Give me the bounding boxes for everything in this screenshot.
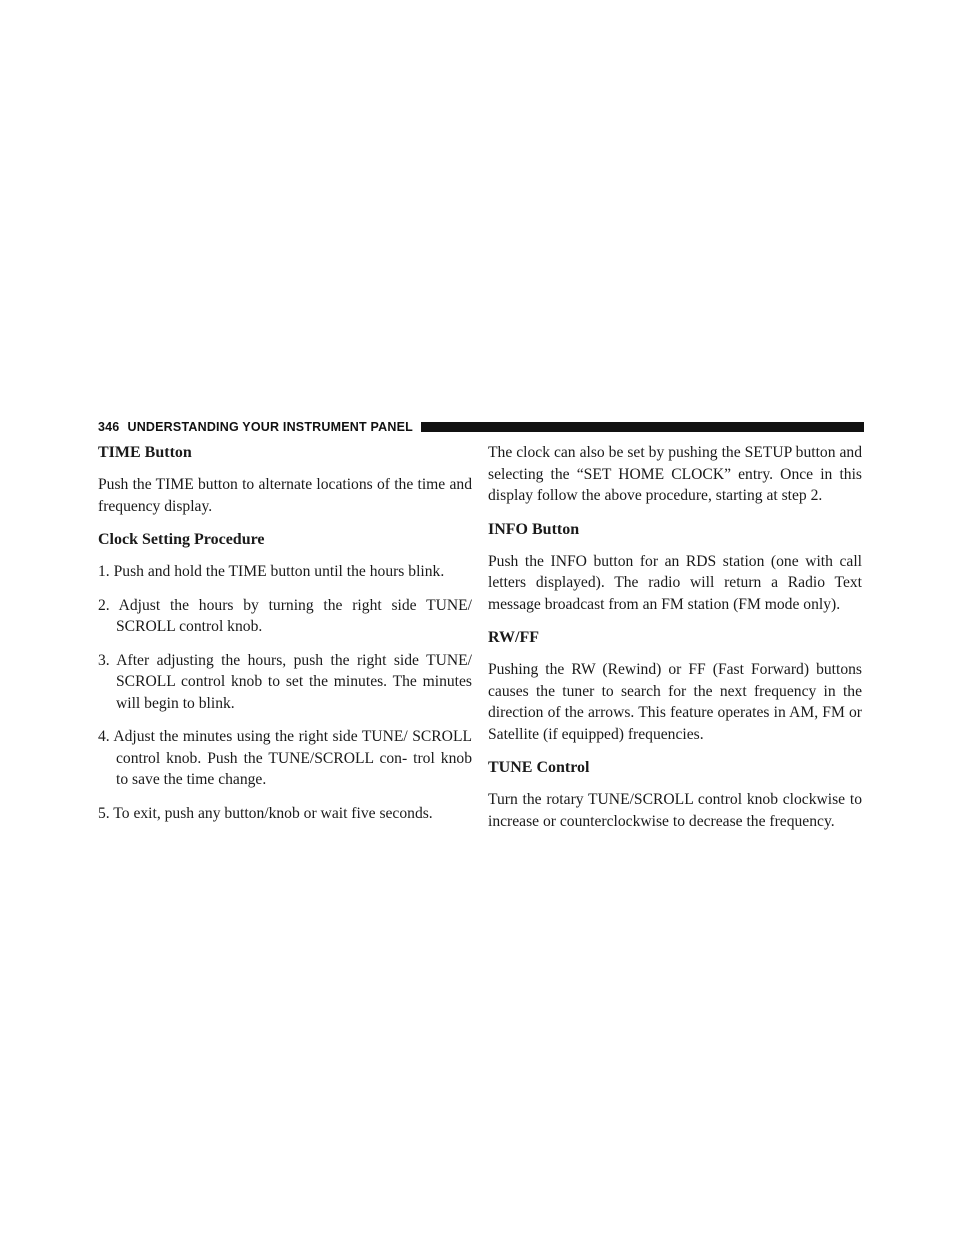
rw-ff-body: Pushing the RW (Rewind) or FF (Fast Forward) buttons causes the tuner to search for the next frequency in the direction of the arrows. This feature operates in AM, FM or Satellite (if equipped) frequencies. (488, 661, 862, 743)
right-column (488, 442, 862, 844)
rw-ff-heading: RW/FF (488, 629, 539, 646)
tune-control-heading: TUNE Control (488, 759, 590, 776)
time-button-body: Push the TIME button to alternate locations of the time and frequency display. (98, 476, 472, 515)
page-number: 346 (98, 420, 120, 434)
clock-step-2: 2. Adjust the hours by turning the right side TUNE/ SCROLL control knob. (98, 596, 472, 635)
clock-step-4: 4. Adjust the minutes using the right side TUNE/ SCROLL control knob. Push the TUNE/SCROLL con- trol knob to save the time change. (98, 728, 472, 788)
tune-control-body: Turn the rotary TUNE/SCROLL control knob clockwise to increase or counterclockwise to decrease the frequency. (488, 791, 862, 830)
clock-step-3: 3. After adjusting the hours, push the right side TUNE/ SCROLL control knob to set the minutes. The minutes will begin to blink. (98, 651, 472, 712)
info-button-body: Push the INFO button for an RDS station (one with call letters displayed). The radio will return a Radio Text message broadcast from an FM station (FM mode only). (488, 552, 862, 613)
info-button-heading: INFO Button (488, 520, 580, 538)
left-column (98, 442, 472, 836)
section-title: UNDERSTANDING YOUR INSTRUMENT PANEL (127, 420, 413, 434)
clock-setup-paragraph: The clock can also be set by pushing the SETUP button and selecting the “SET HOME CLOCK” entry. Once in this display follow the above procedure, starting at step 2. (488, 444, 862, 504)
time-button-heading: TIME Button (98, 444, 192, 461)
clock-setting-heading: Clock Setting Procedure (98, 531, 265, 548)
clock-step-5: 5. To exit, push any button/knob or wait five seconds. (98, 804, 433, 822)
clock-step-1: 1. Push and hold the TIME button until the hours blink. (98, 563, 445, 580)
page-header (98, 418, 864, 436)
header-rule (421, 422, 864, 432)
